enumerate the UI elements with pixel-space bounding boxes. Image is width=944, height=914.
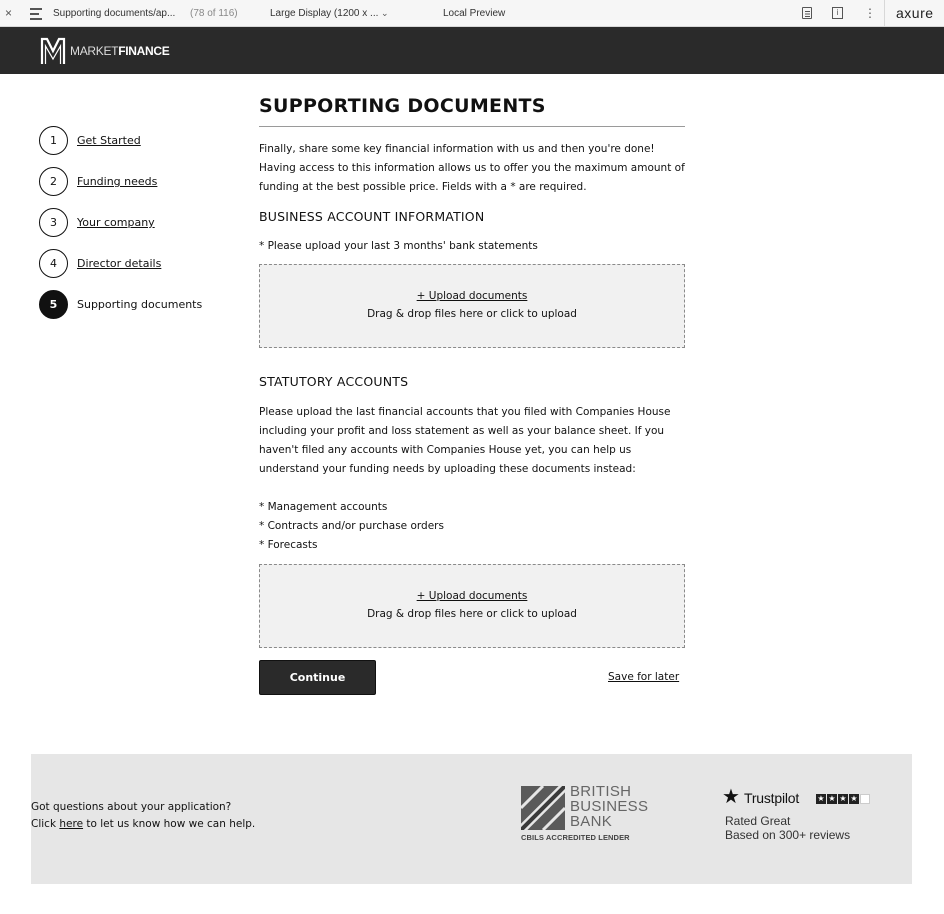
british-business-bank-logo xyxy=(521,784,651,844)
main-content xyxy=(259,90,685,684)
title-divider xyxy=(259,126,685,127)
help-here-link[interactable]: here xyxy=(59,818,84,830)
bank-statements-dropzone[interactable] xyxy=(259,264,685,348)
bbb-name: BRITISH BUSINESS BANK xyxy=(570,783,649,830)
step-get-started[interactable] xyxy=(39,126,239,155)
step-number: 2 xyxy=(39,167,68,196)
axure-toolbar xyxy=(0,0,944,27)
bank-statements-note: * Please upload your last 3 months' bank statements xyxy=(259,240,538,252)
step-your-company[interactable] xyxy=(39,208,239,237)
chevron-down-icon[interactable]: ⌄ xyxy=(381,8,389,18)
bbb-tagline: CBILS ACCREDITED LENDER xyxy=(521,833,630,842)
help-question: Got questions about your application? xyxy=(31,801,232,813)
trustpilot-star-icon: ★ xyxy=(722,784,740,808)
step-supporting-documents xyxy=(39,290,239,319)
list-item: * Management accounts xyxy=(259,501,388,513)
more-options-icon[interactable]: ⋮ xyxy=(864,6,876,20)
page-name[interactable]: Supporting documents/ap... xyxy=(53,8,176,19)
step-number: 3 xyxy=(39,208,68,237)
step-label-current: Supporting documents xyxy=(77,298,203,311)
step-label[interactable]: Get Started xyxy=(77,134,141,147)
star-icon: ★ xyxy=(817,794,825,803)
trustpilot-widget[interactable] xyxy=(722,786,902,846)
step-label[interactable]: Your company xyxy=(77,216,155,229)
page-title: SUPPORTING DOCUMENTS xyxy=(259,95,546,117)
step-label[interactable]: Funding needs xyxy=(77,175,158,188)
star-empty-icon: ★ xyxy=(861,795,869,804)
dropzone-hint: Drag & drop files here or click to upload xyxy=(367,308,577,320)
document-list xyxy=(259,498,444,555)
save-for-later-link[interactable]: Save for later xyxy=(608,671,680,683)
step-number: 4 xyxy=(39,249,68,278)
upload-documents-link[interactable]: + Upload documents xyxy=(416,290,528,302)
page-count: (78 of 116) xyxy=(190,8,238,19)
business-account-heading: BUSINESS ACCOUNT INFORMATION xyxy=(259,209,485,224)
toolbar-divider xyxy=(884,0,885,27)
step-number: 1 xyxy=(39,126,68,155)
statutory-description: Please upload the last financial accounts that you filed with Companies House including your profit and loss statement as well as your balance sheet. If you haven't filed any accounts with Companies House yet, you can help us understand your funding needs by uploading these documents instead: xyxy=(259,406,671,475)
trustpilot-name: Trustpilot xyxy=(744,790,800,806)
footer xyxy=(31,754,912,884)
display-size-select[interactable]: Large Display (1200 x ... xyxy=(270,8,379,19)
star-icon: ★ xyxy=(828,794,836,803)
continue-button[interactable]: Continue xyxy=(259,660,376,695)
site-header xyxy=(0,27,944,74)
local-preview-label: Local Preview xyxy=(443,8,506,19)
list-item: * Contracts and/or purchase orders xyxy=(259,520,444,532)
logo-m-icon xyxy=(40,37,66,65)
star-icon: ★ xyxy=(850,794,858,803)
help-line: Click here to let us know how we can help. xyxy=(31,818,256,830)
trustpilot-rating-text: Rated Great Based on 300+ reviews xyxy=(725,814,851,842)
dropzone-hint: Drag & drop files here or click to upload xyxy=(367,608,577,620)
list-item: * Forecasts xyxy=(259,539,318,551)
step-director-details[interactable] xyxy=(39,249,239,278)
notes-icon[interactable] xyxy=(800,0,814,27)
brand-logo[interactable] xyxy=(40,37,169,65)
star-icon: ★ xyxy=(839,794,847,803)
statutory-accounts-dropzone[interactable] xyxy=(259,564,685,648)
step-label[interactable]: Director details xyxy=(77,257,162,270)
intro-text: Finally, share some key financial information with us and then you're done! Having access to this information allows us to offer you the maximum amount of funding at the best possible price. Fields with a * are required. xyxy=(259,143,685,193)
close-icon[interactable]: × xyxy=(5,6,13,20)
step-number-active: 5 xyxy=(39,290,68,319)
trustpilot-rating-stars xyxy=(816,794,870,804)
brand-name: MARKETFINANCE xyxy=(70,44,170,58)
upload-documents-link[interactable]: + Upload documents xyxy=(416,590,528,602)
step-funding-needs[interactable] xyxy=(39,167,239,196)
inspect-icon[interactable]: i xyxy=(830,0,844,27)
bbb-flag-icon xyxy=(521,786,565,830)
help-text xyxy=(31,799,255,833)
statutory-accounts-heading: STATUTORY ACCOUNTS xyxy=(259,374,409,389)
hamburger-menu-icon[interactable] xyxy=(30,0,44,27)
axure-logo[interactable]: axure xyxy=(896,5,934,21)
